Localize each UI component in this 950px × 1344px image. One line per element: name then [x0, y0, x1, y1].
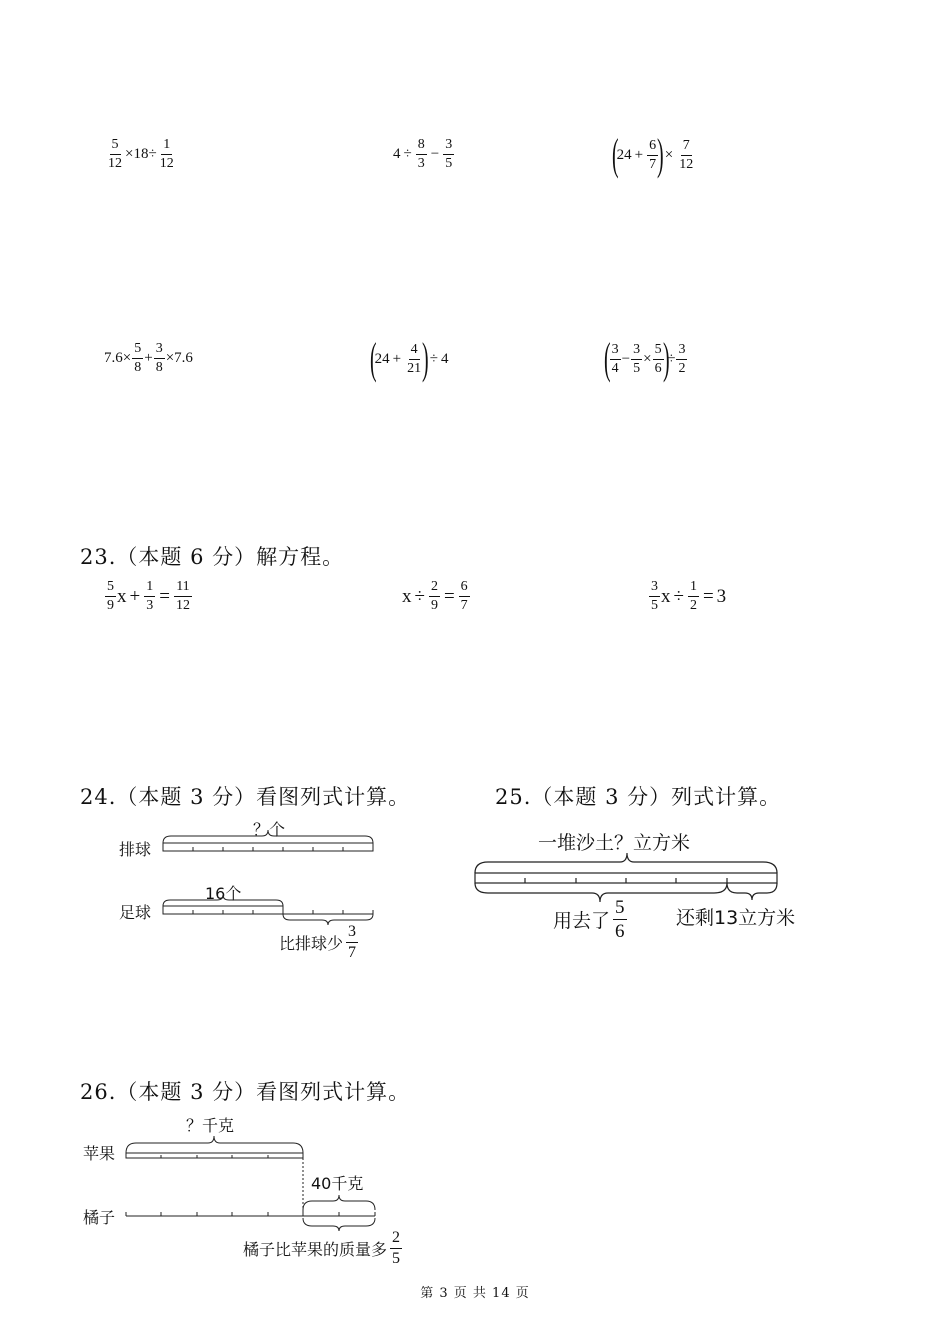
q26-label-apple: 苹果 [83, 1144, 116, 1163]
q26-top-label: ？千克 [186, 1116, 235, 1135]
q23-equation-2: x ÷ $\frac{2}{9}$ = $\frac{6}{7}$ [402, 579, 468, 613]
q24-label-volleyball: 排球 [119, 840, 152, 859]
q26-apple-bar [126, 1153, 303, 1158]
q26-bottom-brace [303, 1218, 375, 1231]
page-footer: 第 3 页 共 14 页 [420, 1286, 530, 1301]
calc-expression-6: ( $\frac{3}{4}$ − $\frac{3}{5}$ × $\frac{5}{6}$ ) ÷ $\frac{3}{2}$ [604, 334, 686, 383]
q25-top-label: 一堆沙土？立方米 [538, 832, 691, 854]
q26-top-brace [126, 1136, 303, 1153]
q26-label-orange: 橘子 [83, 1208, 116, 1227]
calc-expression-4: 7.6 × $\frac{5}{8}$ + $\frac{3}{8}$ × 7.6 [104, 341, 193, 375]
q25-remain-label: 还剩13立方米 [676, 907, 796, 929]
calc-expression-1: $\frac{5}{12}$ ×18÷ $\frac{1}{12}$ [108, 137, 174, 171]
q24-top-label: ？个 [253, 820, 286, 839]
q25-used-label: 用去了 5 6 [553, 897, 625, 942]
q24-label-football: 足球 [119, 903, 152, 922]
q23-equation-3: $\frac{3}{5}$ x ÷ $\frac{1}{2}$ = 3 [651, 579, 727, 613]
q26-mid-brace [303, 1195, 375, 1210]
q23-heading: 23.（本题 6 分）解方程。 [80, 545, 345, 569]
q24-note: 比排球少 3 7 [279, 923, 357, 961]
calc-expression-5: ( 24 + $\frac{4}{21}$ ) ÷ 4 [370, 334, 449, 383]
calc-expression-3: ( 24 + $\frac{6}{7}$ ) × $\frac{7}{12}$ [612, 130, 694, 179]
q24-mid-label: 16个 [205, 884, 242, 903]
calc-expression-2: 4 ÷ $\frac{8}{3}$ − $\frac{3}{5}$ [393, 137, 453, 171]
q23-equation-1: $\frac{5}{9}$ x + $\frac{1}{3}$ = $\frac{11}{12}$ [107, 579, 190, 613]
q25-heading: 25.（本题 3 分）列式计算。 [495, 785, 782, 809]
q24-heading: 24.（本题 3 分）看图列式计算。 [80, 785, 411, 809]
q26-mid-label: 40千克 [311, 1174, 364, 1193]
q26-note: 橘子比苹果的质量多 2 5 [243, 1229, 401, 1267]
q26-heading: 26.（本题 3 分）看图列式计算。 [80, 1080, 411, 1104]
